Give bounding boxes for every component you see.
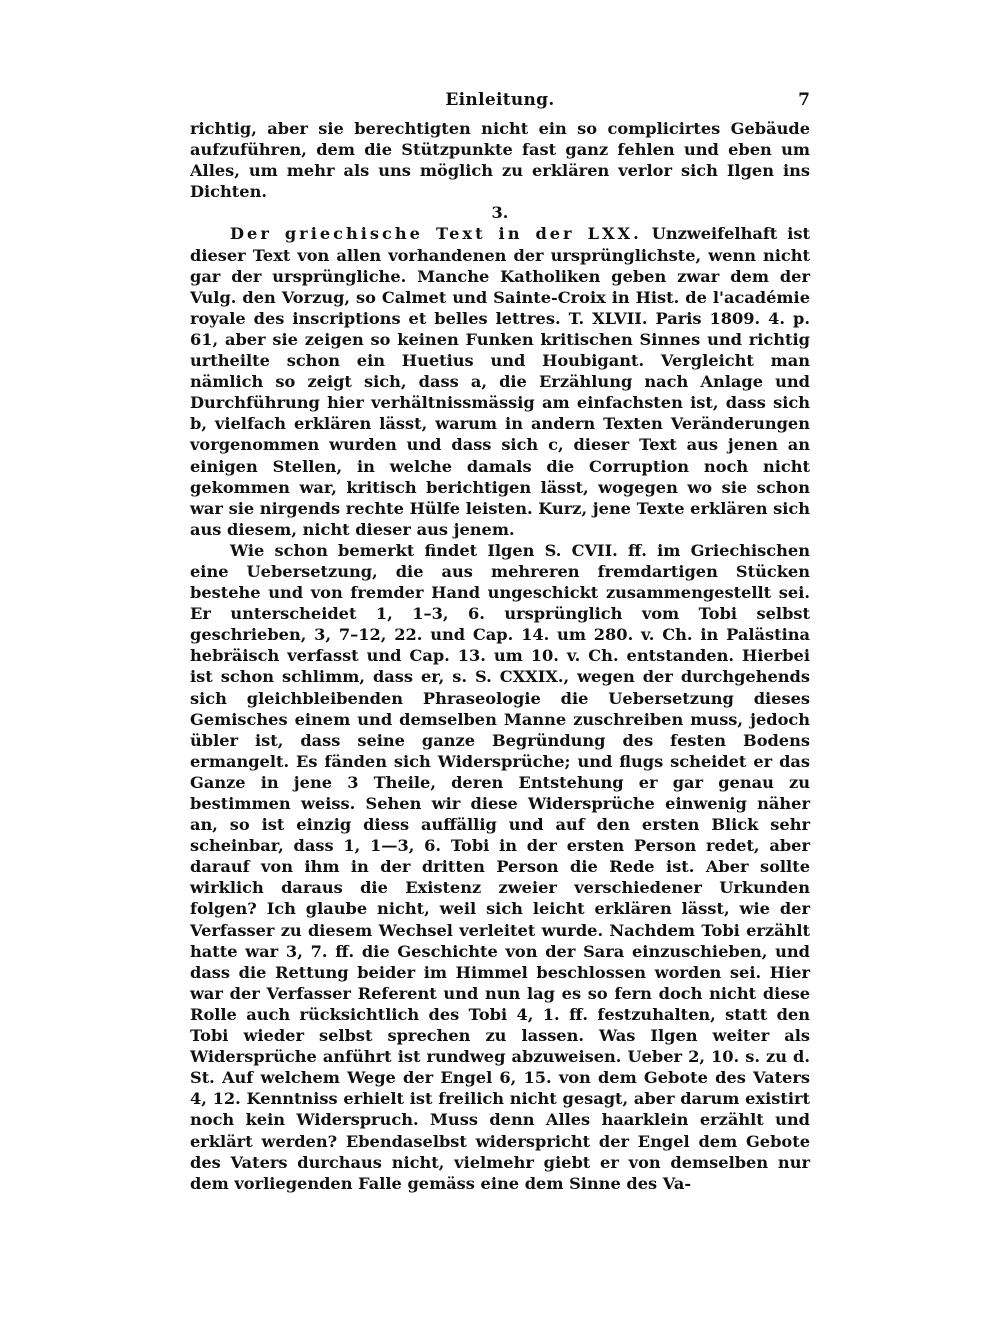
section-number: 3. [491, 203, 509, 223]
running-header [190, 88, 810, 118]
book-page [190, 88, 810, 1194]
section-heading: Der griechische Text in der LXX. [230, 224, 642, 244]
paragraph-ilgen: Wie schon bemerkt findet Ilgen S. CVII. ff. im Griechischen eine Uebersetzung, die aus mehreren fremdartigen Stücken bestehe und von fremder Hand ungeschickt zusammengestellt sei. Er unterscheidet 1, 1–3, 6. ursprünglich vom Tobi selbst geschrieben, 3, 7–12, 22. und Cap. 14. um 280. v. Ch. in Palästina hebräisch verfasst und Cap. 13. um 10. v. Ch. entstanden. Hierbei ist schon schlimm, dass er, s. S. CXXIX., wegen der durchgehends sich gleichbleibenden Phraseologie die Uebersetzung dieses Gemisches einem und demselben Manne zuschreiben muss, jedoch übler ist, dass seine ganze Begründung des festen Bodens ermangelt. Es fänden sich Widersprüche; und flugs scheidet er das Ganze in jene 3 Theile, deren Entstehung er gar genau zu bestimmen weiss. Sehen wir diese Widersprüche einwenig näher an, so ist einzig diess auffällig und auf den ersten Blick sehr scheinbar, dass 1, 1—3, 6. Tobi in der ersten Person redet, aber darauf von ihm in der dritten Person die Rede ist. Aber sollte wirklich daraus die Existenz zweier verschiedener Urkunden folgen? Ich glaube nicht, weil sich leicht erklären lässt, wie der Verfasser zu diesem Wechsel verleitet wurde. Nachdem Tobi erzählt hatte war 3, 7. ff. die Geschichte von der Sara einzuschieben, und dass die Rettung beider im Himmel beschlossen worden sei. Hier war der Verfasser Referent und nun lag es so fern doch nicht diese Rolle auch rücksichtlich des Tobi 4, 1. ff. festzuhalten, statt den Tobi wieder selbst sprechen zu lassen. Was Ilgen weiter als Widersprüche anführt ist rundweg abzuweisen. Ueber 2, 10. s. zu d. St. Auf welchem Wege der Engel 6, 15. von dem Gebote des Vaters 4, 12. Kenntniss erhielt ist freilich nicht gesagt, aber darum existirt noch kein Widerspruch. Muss denn Alles haarklein erzählt und erklärt werden? Ebendaselbst widerspricht der Engel dem Gebote des Vaters durchaus nicht, vielmehr giebt er von demselben nur dem vorliegenden Falle gemäss eine dem Sinne des Va- [190, 540, 810, 1193]
paragraph-continued: richtig, aber sie berechtigten nicht ein so complicirtes Gebäude aufzuführen, dem die Stützpunkte fast ganz fehlen und eben um Alles, um mehr als uns möglich zu erklären verlor sich Ilgen ins Dichten. [190, 119, 810, 202]
paragraph-section-3 [190, 223, 810, 539]
running-title: Einleitung. [445, 90, 555, 110]
section-body: Unzweifelhaft ist dieser Text von allen vorhandenen der ursprünglichste, wenn nicht gar der ursprüngliche. Manche Katholiken geben zwar dem der Vulg. den Vorzug, so Calmet und Sainte-Croix in Hist. de l'académie royale des inscriptions et belles lettres. T. XLVII. Paris 1809. 4. p. 61, aber sie zeigen so keinen Funken kritischen Sinnes und richtig urtheilte schon ein Huetius und Houbigant. Vergleicht man nämlich so zeigt sich, dass a, die Erzählung nach Anlage und Durchführung hier verhältnissmässig am einfachsten ist, dass sich b, vielfach erklären lässt, warum in andern Texten Veränderungen vorgenommen wurden und dass sich c, dieser Text aus jenen an einigen Stellen, in welche damals die Corruption noch nicht gekommen war, kritisch berichtigen lässt, wogegen wo sie schon war sie nirgends rechte Hülfe leisten. Kurz, jene Texte erklären sich aus diesem, nicht dieser aus jenem. [190, 224, 810, 539]
page-number: 7 [798, 90, 810, 110]
body-text [190, 118, 810, 1194]
